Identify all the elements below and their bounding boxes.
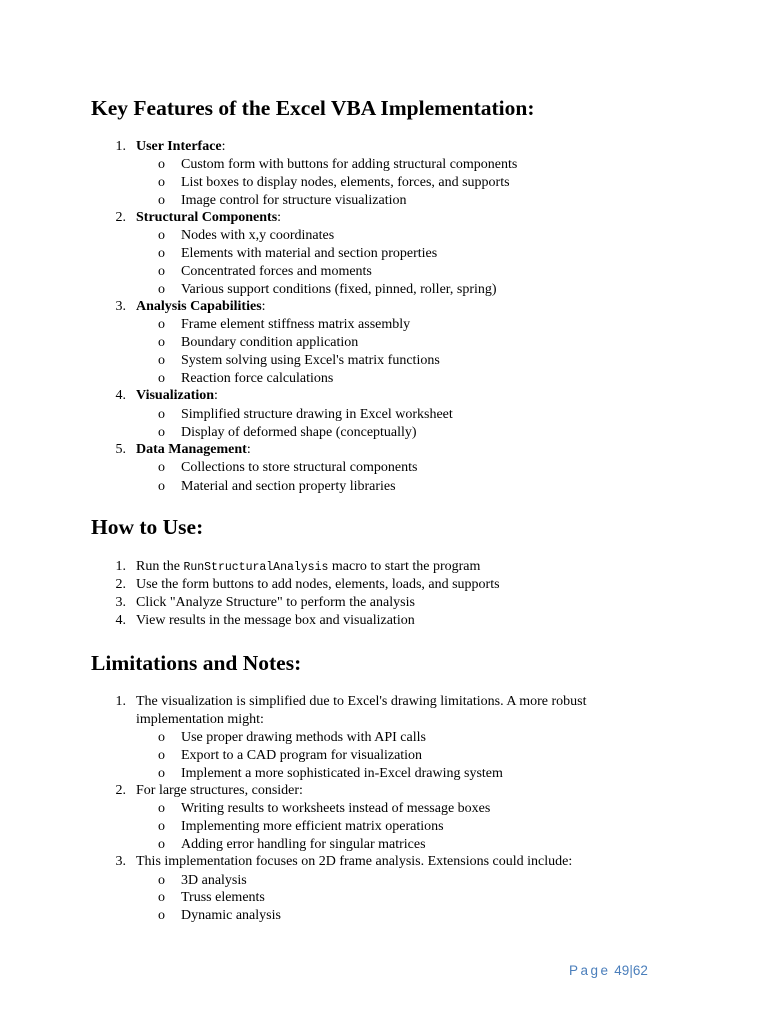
item-title: Analysis Capabilities <box>136 299 262 314</box>
item-title: Visualization <box>136 388 215 403</box>
page-separator: | <box>629 963 633 978</box>
document-page: Key Features of the Excel VBA Implementation: 1. User Interface: o Custom form with buttons for adding structural components o List boxes to display nodes, elements, forces, and supports o Image control for structure visualization 2. Structural Components: o Nodes with x,y coordinates o Elements with material and section properties o Concentrated forces and moments o Various support conditions (fixed, pinned, roller, spring) 3. Analysis Capabilities: o Frame element stiffness matrix assembly o Boundary condition application o System solving using Excel's matrix functions o Reaction force calculations 4. Visualization: o Simplified structure drawing in Excel worksheet o Display of deformed shape (conceptually) 5. Data Management: o Collections to store structural components o Material and section property libraries How to Use: 1. Run the RunStructuralAnalysis macro to start the program 2. Use the form buttons to add nodes, elements, loads, and supports 3. Click "Analyze Structure" to perform the analysis 4. View results in the message box and visualization Limitations and Notes: 1. The visualization is simplified due to Excel's drawing limitations. A more robust implementation might: o Use proper drawing methods with API calls o Export to a CAD program for visualization o Implement a more sophisticated in-Excel drawing system 2. For large structures, consider: o Writing results to worksheets instead of message boxes o Implementing more efficient matrix operations o Adding error handling for singular matrices 3. This implementation focuses on 2D frame analysis. Extensions could include: o 3D analysis o Truss elements o Dynamic analysis Page 49|62 <box>91 96 648 978</box>
page-footer <box>569 962 648 980</box>
section-heading-limitations: Limitations and Notes: <box>91 651 302 675</box>
macro-name: RunStructuralAnalysis <box>183 561 329 574</box>
item-title: User Interface <box>136 139 222 154</box>
total-pages: 62 <box>632 963 648 978</box>
section-heading-how-to-use: How to Use: <box>91 515 204 539</box>
section-heading-key-features: Key Features of the Excel VBA Implementation: <box>91 96 535 120</box>
page-number: 49 <box>614 963 630 978</box>
page-label: Page <box>569 963 611 978</box>
item-title: Structural Components <box>136 210 278 225</box>
item-title: Data Management <box>136 442 247 457</box>
